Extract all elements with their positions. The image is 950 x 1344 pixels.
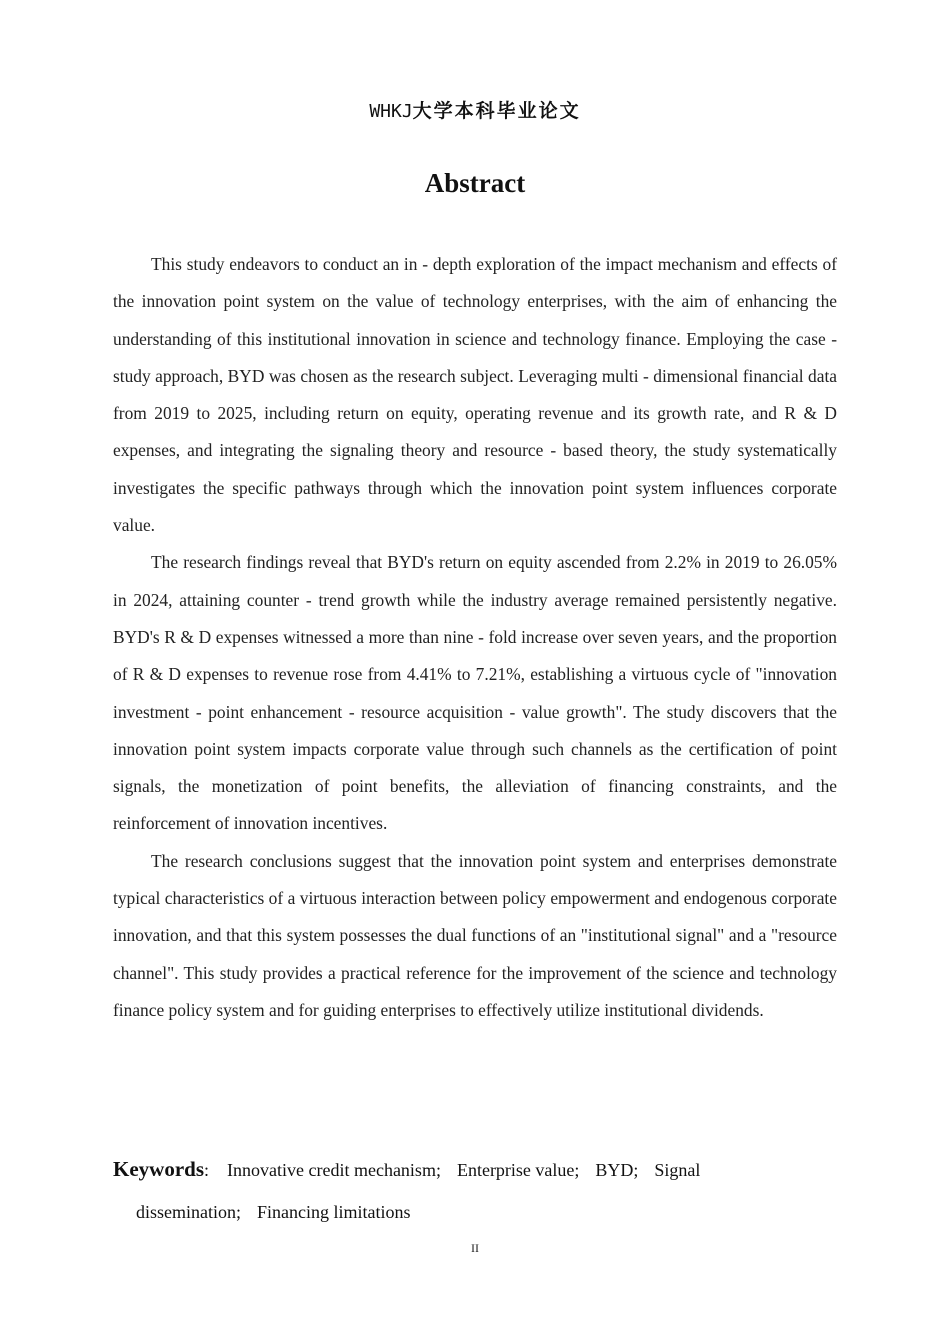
abstract-paragraph-3: The research conclusions suggest that the innovation point system and enterprises demonstrate typical characteristics of a virtuous interaction between policy empowerment and endogenous corporate innovation, and that this system possesses the dual functions of an "institutional signal" and a "resource channel". This study provides a practical reference for the improvement of the science and technology finance policy system and for guiding enterprises to effectively utilize institutional dividends. (113, 850, 837, 1020)
running-header-latin: WHKJ (369, 101, 413, 122)
abstract-title: Abstract (424, 168, 526, 198)
running-header-cjk: 大学本科毕业论文 (412, 100, 581, 122)
keyword-item: BYD; (595, 1160, 639, 1180)
keyword-item: Enterprise value; (456, 1160, 580, 1180)
running-header (0, 96, 950, 123)
keywords-separator: : (204, 1160, 210, 1180)
keywords-continuation (113, 1191, 773, 1233)
keyword-item: Signal (654, 1160, 701, 1180)
keywords-section (113, 1148, 773, 1233)
abstract-paragraph-1: This study endeavors to conduct an in - depth exploration of the impact mechanism and effects of the innovation point system on the value of technology enterprises, with the aim of enhancing the understanding of this institutional innovation in science and technology finance. Employing the case - study approach, BYD was chosen as the research subject. Leveraging multi - dimensional financial data from 2019 to 2025, including return on equity, operating revenue and its growth rate, and R & D expenses, and integrating the signaling theory and resource - based theory, the study systematically investigates the specific pathways through which the innovation point system influences corporate value. (113, 254, 837, 536)
page-number: II (471, 1241, 479, 1255)
abstract-body (113, 246, 837, 1029)
keyword-item: Innovative credit mechanism; (227, 1160, 441, 1180)
keyword-item: dissemination; (136, 1202, 241, 1222)
keyword-item: Financing limitations (257, 1202, 411, 1222)
abstract-paragraph-2: The research findings reveal that BYD's return on equity ascended from 2.2% in 2019 to 26.05% in 2024, attaining counter - trend growth while the industry average remained persistently negative. BYD's R & D expenses witnessed a more than nine - fold increase over seven years, and the proportion of R & D expenses to revenue rose from 4.41% to 7.21%, establishing a virtuous cycle of "innovation investment - point enhancement - resource acquisition - value growth". The study discovers that the innovation point system impacts corporate value through such channels as the certification of point signals, the monetization of point benefits, the alleviation of financing constraints, and the reinforcement of innovation incentives. (113, 552, 837, 834)
keywords-label: Keywords (113, 1157, 204, 1181)
